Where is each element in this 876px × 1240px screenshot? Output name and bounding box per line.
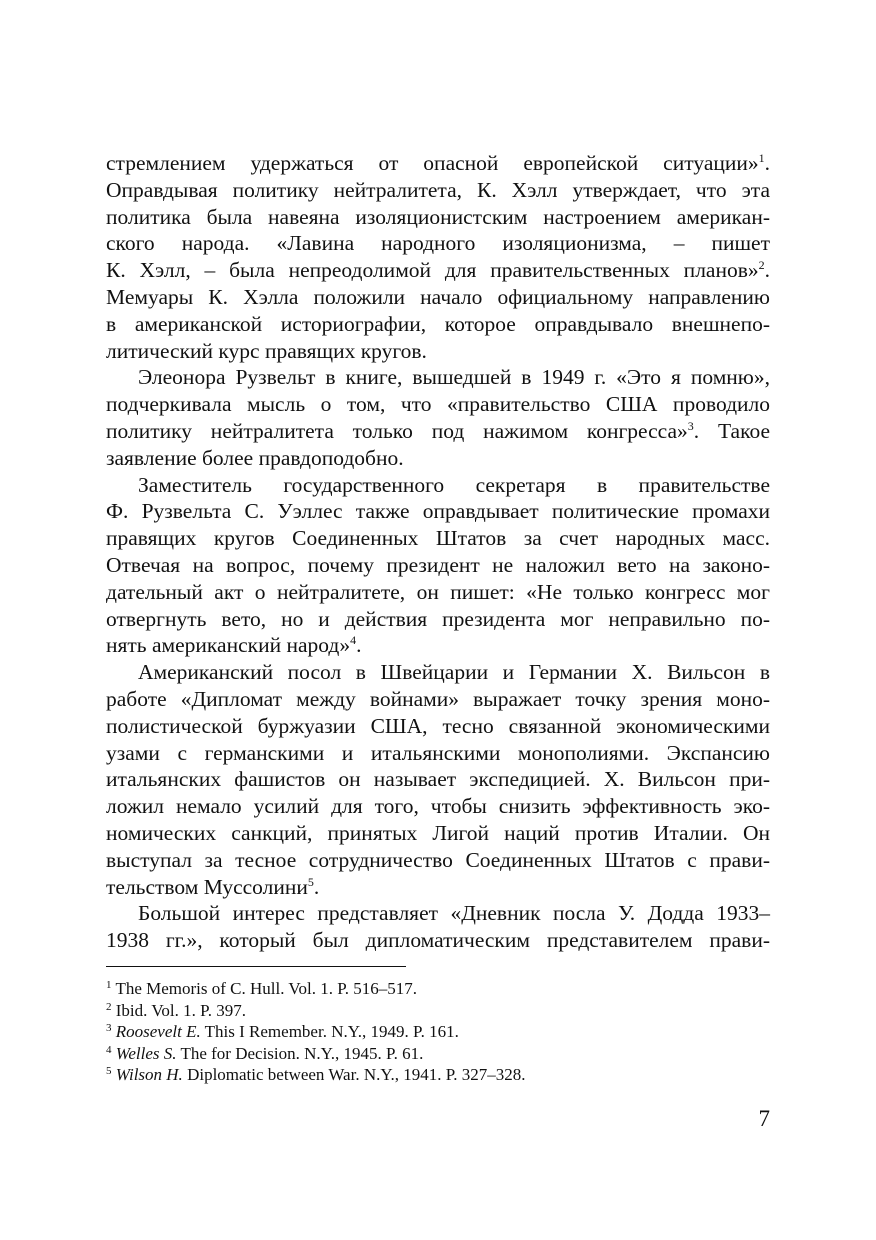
body-line: в американской историографии, которое оправдывало внешнепо- xyxy=(106,311,770,336)
body-line: литический курс правящих кругов. xyxy=(106,338,427,363)
body-line: итальянских фашистов он называет экспедицией. Х. Вильсон при- xyxy=(106,767,770,792)
footnote-item: $^3$ Roosevelt E. This I Remember. N.Y., 1949. P. 161. xyxy=(106,1022,459,1041)
body-line: дательный акт о нейтралитете, он пишет: «Не только конгресс мог xyxy=(106,579,770,604)
body-line: подчеркивала мысль о том, что «правительство США проводило xyxy=(106,392,770,417)
body-line: Ф. Рузвельта С. Уэллес также оправдывает политические промахи xyxy=(106,499,770,524)
body-line: работе «Дипломат между войнами» выражает точку зрения моно- xyxy=(106,686,770,711)
footnote-author: Welles S. xyxy=(115,1043,177,1063)
body-line: выступал за тесное сотрудничество Соединенных Штатов с прави- xyxy=(106,847,770,872)
body-line: Отвечая на вопрос, почему президент не наложил вето на законо- xyxy=(106,552,770,577)
body-line: полистической буржуазии США, тесно связанной экономическими xyxy=(106,713,770,738)
body-line: Мемуары К. Хэлла положили начало официальному направлению xyxy=(106,284,770,309)
body-line: нять американский народ»$^4$. xyxy=(106,633,362,658)
body-line: ского народа. «Лавина народного изоляционизма, – пишет xyxy=(106,231,770,256)
body-line: Оправдывая политику нейтралитета, К. Хэлл утверждает, что эта xyxy=(106,177,770,202)
footnote-ref: 1 xyxy=(758,151,765,165)
body-line: 1938 гг.», который был дипломатическим представителем прави- xyxy=(106,928,770,953)
body-line: номических санкций, принятых Лигой наций против Италии. Он xyxy=(106,820,770,845)
footnote-ref: 4 xyxy=(350,633,357,648)
body-line: тельством Муссолини$^5$. xyxy=(106,874,320,899)
footnote-item: $^4$ Welles S. The for Decision. N.Y., 1945. P. 61. xyxy=(106,1043,424,1063)
body-line: узами с германскими и итальянскими монополиями. Экспансию xyxy=(106,740,770,765)
body-line: стремлением удержаться от опасной европейской ситуации»$^1$. xyxy=(106,151,770,175)
footnote-item: $^1$ The Memoris of C. Hull. Vol. 1. P. 516–517. xyxy=(106,979,418,998)
body-line: Элеонора Рузвельт в книге, вышедшей в 1949 г. «Это я помню», xyxy=(138,365,770,390)
footnote-ref: 2 xyxy=(758,258,765,273)
footnote-divider xyxy=(106,966,406,967)
body-line: Американский посол в Швейцарии и Германии Х. Вильсон в xyxy=(138,660,770,685)
body-line: Заместитель государственного секретаря в правительстве xyxy=(138,472,770,497)
footnote-item: $^2$ Ibid. Vol. 1. P. 397. xyxy=(106,1000,246,1020)
body-text xyxy=(106,150,770,954)
body-line: ложил немало усилий для того, чтобы снизить эффективность эко- xyxy=(106,794,770,819)
footnotes xyxy=(106,978,770,1086)
footnote-author: Roosevelt E. xyxy=(115,1022,201,1041)
body-line: политика была навеяна изоляционистским настроением американ- xyxy=(106,204,770,229)
footnote-ref: 3 xyxy=(687,418,694,433)
body-line: отвергнуть вето, но и действия президента мог неправильно по- xyxy=(106,606,770,631)
footnote-item: $^5$ Wilson H. Diplomatic between War. N.Y., 1941. P. 327–328. xyxy=(106,1065,526,1084)
page-number: 7 xyxy=(758,1106,770,1131)
body-line: К. Хэлл, – была непреодолимой для правительственных планов»$^2$. xyxy=(106,258,770,283)
footnote-author: Wilson H. xyxy=(115,1065,183,1084)
body-line: политику нейтралитета только под нажимом конгресса»$^3$. Такое xyxy=(106,418,770,443)
footnote-ref: 5 xyxy=(307,874,314,889)
body-line: правящих кругов Соединенных Штатов за счет народных масс. xyxy=(106,526,770,551)
body-line: заявление более правдоподобно. xyxy=(106,445,404,470)
body-line: Большой интерес представляет «Дневник посла У. Додда 1933– xyxy=(138,901,770,926)
